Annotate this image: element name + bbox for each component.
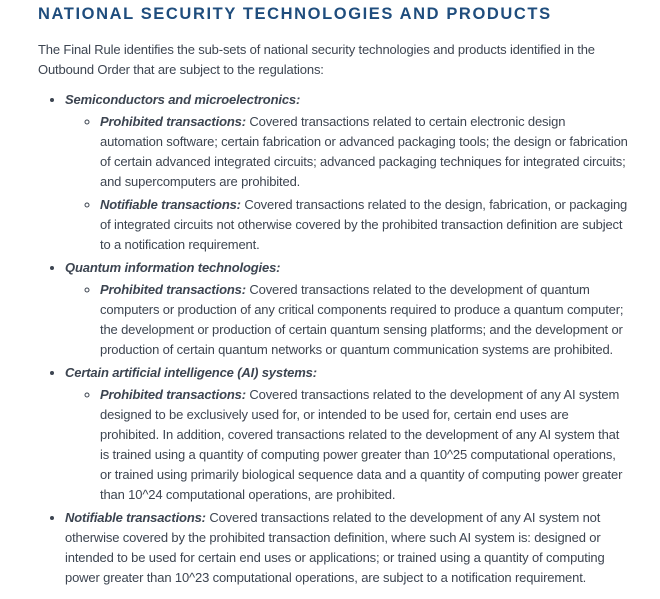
transaction-description: Covered transactions related to the development of any AI system designed to be exclusively used for, or intended to be used for, certain end uses are prohibited. In addition, covered transactions related to the development of any AI system that is trained using a quantity of computing power greater than 10^25 computational operations, or trained using primarily biological sequence data and a quantity of computing power greater than 10^24 computational operations, are prohibited.: [100, 387, 623, 502]
section-heading: NATIONAL SECURITY TECHNOLOGIES AND PRODUCTS: [38, 5, 552, 23]
list-item-ai-notifiable: [65, 508, 630, 588]
transaction-description: Covered transactions related to the development of any AI system not otherwise covered by the prohibited transaction definition, where such AI system is: designed or intended to be used for certain end uses or applications; or trained using a quantity of computing power greater than 10^23 computational operations, are subject to a notification requirement.: [65, 510, 605, 585]
topic-list: [38, 90, 630, 588]
transaction-description: Covered transactions related to certain electronic design automation software; certain fabrication or advanced packaging tools; the design or fabrication of certain advanced integrated circuits; advanced packaging techniques for integrated circuits; and supercomputers are prohibited.: [100, 114, 628, 189]
list-item-semiconductors: [65, 90, 630, 255]
topic-label: Certain artificial intelligence (AI) systems:: [65, 365, 317, 380]
transaction-type-label: Prohibited transactions:: [100, 114, 246, 129]
transaction-type-label: Prohibited transactions:: [100, 387, 246, 402]
list-item-quantum-prohibited: [100, 280, 630, 360]
topic-label: Semiconductors and microelectronics:: [65, 92, 301, 107]
transaction-description: Covered transactions related to the development of quantum computers or production of any critical components required to produce a quantum computer; the development or production of certain quantum sensing platforms; and the development or production of certain quantum networks or quantum communication systems are prohibited.: [100, 282, 624, 357]
list-item-semiconductors-notifiable: [100, 195, 630, 255]
list-item-semiconductors-prohibited: [100, 112, 630, 192]
list-item-ai-systems: [65, 363, 630, 505]
list-item-quantum: [65, 258, 630, 360]
transaction-type-label: Notifiable transactions:: [100, 197, 241, 212]
ai-sublist: [65, 385, 630, 505]
quantum-sublist: [65, 280, 630, 360]
intro-paragraph: The Final Rule identifies the sub-sets of national security technologies and products identified in the Outbound Order that are subject to the regulations:: [38, 42, 595, 77]
transaction-type-label: Prohibited transactions:: [100, 282, 246, 297]
list-item-ai-prohibited: [100, 385, 630, 505]
transaction-description: Covered transactions related to the design, fabrication, or packaging of integrated circuits not otherwise covered by the prohibited transaction definition are subject to a notification requirement.: [100, 197, 628, 252]
semiconductors-sublist: [65, 112, 630, 255]
topic-label: Quantum information technologies:: [65, 260, 281, 275]
transaction-type-label: Notifiable transactions:: [65, 510, 206, 525]
